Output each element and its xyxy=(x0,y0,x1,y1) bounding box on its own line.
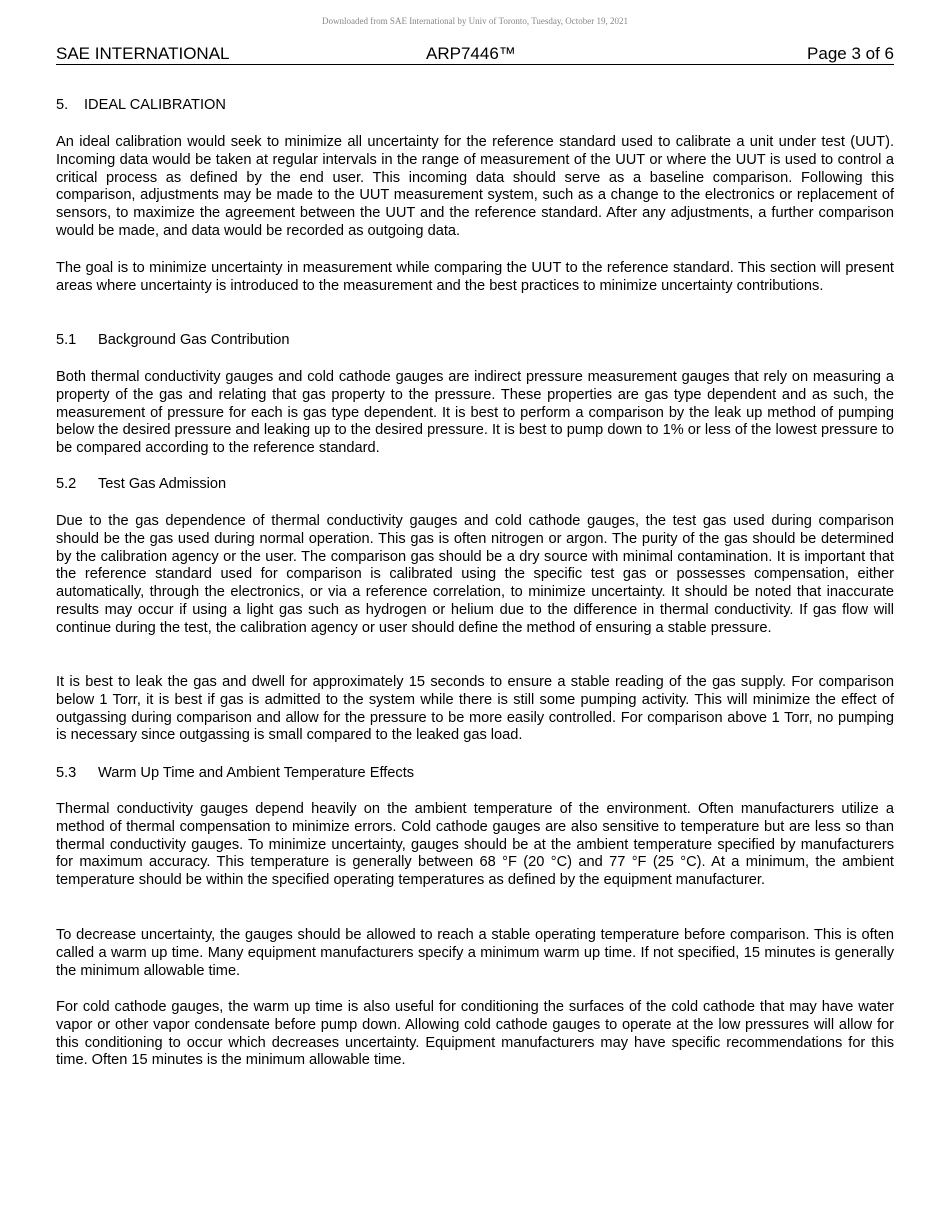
section-title: Warm Up Time and Ambient Temperature Effects xyxy=(98,765,415,781)
header-page-number: Page 3 of 6 xyxy=(807,44,894,63)
header-org: SAE INTERNATIONAL xyxy=(56,44,230,63)
download-notice: Downloaded from SAE International by Univ of Toronto, Tuesday, October 19, 2021 xyxy=(321,16,629,26)
section-5-2-heading xyxy=(56,476,894,494)
page-header xyxy=(56,44,894,65)
paragraph: Due to the gas dependence of thermal conductivity gauges and cold cathode gauges, the test gas used during comparison should be the gas used during normal operation. This gas is often nitrogen or argon. The purity of the gas should be determined by the calibration agency or the user. The comparison gas should be a dry source with minimal contamination. It is important that the reference standard used for comparison is calibrated using the specific test gas or possesses compensation, either automatically, through the electronics, or via a reference correlation, to minimize uncertainty. It should be noted that inaccurate results may occur if using a light gas such as hydrogen or helium due to the difference in thermal conductivity. If gas flow will continue during the test, the calibration agency or user should define the method of ensuring a stable pressure. xyxy=(56,513,894,636)
section-5-1-heading xyxy=(56,332,894,350)
section-5-3-heading xyxy=(56,765,894,783)
paragraph: Both thermal conductivity gauges and cold cathode gauges are indirect pressure measurement gauges that rely on measuring a property of the gas and relating that gas property to the pressure. These properties are gas type dependent and as such, the measurement of pressure for each is gas type dependent. It is best to perform a comparison by the leak up method of pumping below the desired pressure and leaking up to the desired pressure. It is best to pump down to 1% or less of the lowest pressure to be compared according to the reference standard. xyxy=(56,369,894,457)
section-title: Test Gas Admission xyxy=(98,476,227,492)
section-number: 5.3 xyxy=(56,765,77,781)
section-title: Background Gas Contribution xyxy=(98,332,290,348)
section-5-heading xyxy=(56,97,894,115)
paragraph: For cold cathode gauges, the warm up time is also useful for conditioning the surfaces of the cold cathode that may have water vapor or other vapor condensate before pump down. Allowing cold cathode gauges to operate at the low pressures will allow for this conditioning to occur which decreases uncertainty. Equipment manufacturers may have specific recommendations for this time. Often 15 minutes is the minimum allowable time. xyxy=(56,999,894,1069)
section-number: 5. xyxy=(56,97,69,113)
header-doc-id: ARP7446™ xyxy=(426,44,516,63)
paragraph: To decrease uncertainty, the gauges should be allowed to reach a stable operating temperature before comparison. This is often called a warm up time. Many equipment manufacturers specify a minimum warm up time. If not specified, 15 minutes is generally the minimum allowable time. xyxy=(56,927,894,979)
section-number: 5.1 xyxy=(56,332,77,348)
section-title: IDEAL CALIBRATION xyxy=(84,97,226,113)
paragraph: An ideal calibration would seek to minimize all uncertainty for the reference standard used to calibrate a unit under test (UUT). Incoming data would be taken at regular intervals in the range of measurement of the UUT or where the UUT is used to control a critical process as defined by the end user. This incoming data should serve as a baseline comparison. Following this comparison, adjustments may be made to the UUT measurement system, such as a change to the electronics or replacement of sensors, to maximize the agreement between the UUT and the reference standard. After any adjustments, a further comparison would be made, and data would be recorded as outgoing data. xyxy=(56,134,894,239)
paragraph: Thermal conductivity gauges depend heavily on the ambient temperature of the environment. Often manufacturers utilize a method of thermal compensation to minimize errors. Cold cathode gauges are also sensitive to temperature but are less so than thermal conductivity gauges. To minimize uncertainty, gauges should be at the ambient temperature specified by manufacturers for maximum accuracy. This temperature is generally between 68 °F (20 °C) and 77 °F (25 °C). At a minimum, the ambient temperature should be within the specified operating temperatures as defined by the equipment manufacturer. xyxy=(56,801,894,889)
section-number: 5.2 xyxy=(56,476,77,492)
paragraph: The goal is to minimize uncertainty in measurement while comparing the UUT to the reference standard. This section will present areas where uncertainty is introduced to the measurement and the best practices to minimize uncertainty contributions. xyxy=(56,260,894,294)
paragraph: It is best to leak the gas and dwell for approximately 15 seconds to ensure a stable reading of the gas supply. For comparison below 1 Torr, it is best if gas is admitted to the system while there is still some pumping activity. This will minimize the effect of outgassing during comparison and allow for the pressure to be more easily controlled. For comparison above 1 Torr, no pumping is necessary since outgassing is small compared to the leaked gas load. xyxy=(56,674,894,744)
